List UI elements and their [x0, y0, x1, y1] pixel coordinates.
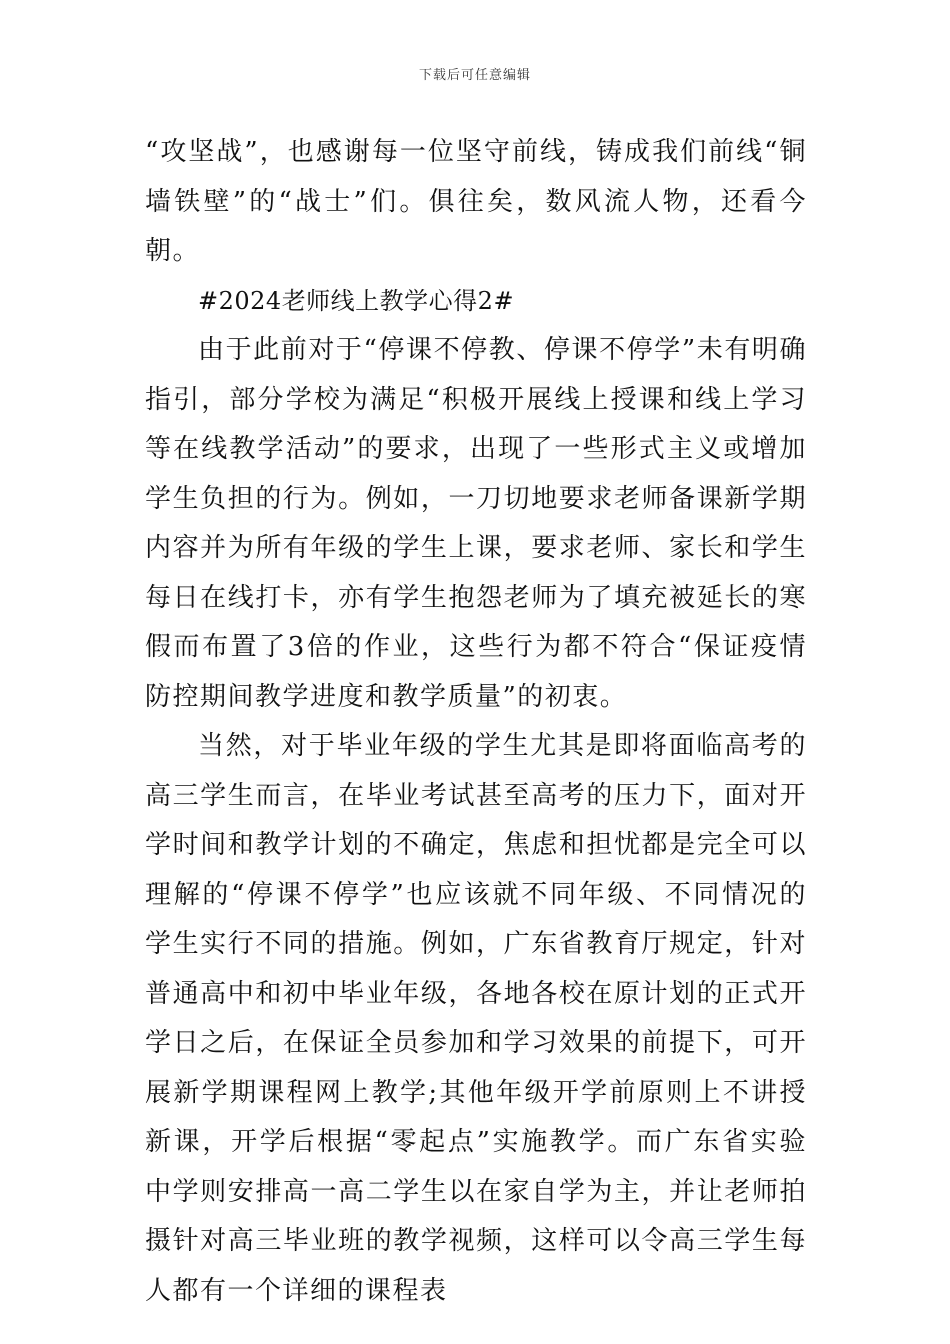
page-header: 下载后可任意编辑 [418, 68, 531, 83]
paragraph-body: 由于此前对于“停课不停教、停课不停学”未有明确指引，部分学校为满足“积极开展线上授课和线上学习等在线教学活动”的要求，出现了一些形式主义或增加学生负担的行为。例如，一刀切地要求老师备课新学期内容并为所有年级的学生上课，要求老师、家长和学生每日在线打卡，亦有学生抱怨老师为了填充被延长的寒假而布置了3倍的作业，这些行为都不符合“保证疫情防控期间教学进度和教学质量”的初衷。 [145, 335, 807, 712]
paragraph-continuation: “攻坚战”，也感谢每一位坚守前线，铸成我们前线“铜墙铁壁”的“战士”们。俱往矣，数风流人物，还看今朝。 [145, 137, 807, 266]
paragraph-body: 当然，对于毕业年级的学生尤其是即将面临高考的高三学生而言，在毕业考试甚至高考的压力下，面对开学时间和教学计划的不确定，焦虑和担忧都是完全可以理解的“停课不停学”也应该就不同年级、不同情况的学生实行不同的措施。例如，广东省教育厅规定，针对普通高中和初中毕业年级，各地各校在原计划的正式开学日之后，在保证全员参加和学习效果的前提下，可开展新学期课程网上教学;其他年级开学前原则上不讲授新课，开学后根据“零起点”实施教学。而广东省实验中学则安排高一高二学生以在家自学为主，并让老师拍摄针对高三毕业班的教学视频，这样可以令高三学生每人都有一个详细的课程表 [145, 731, 807, 1306]
document-body [145, 128, 807, 1316]
section-heading: #2024老师线上教学心得2# [198, 286, 515, 315]
